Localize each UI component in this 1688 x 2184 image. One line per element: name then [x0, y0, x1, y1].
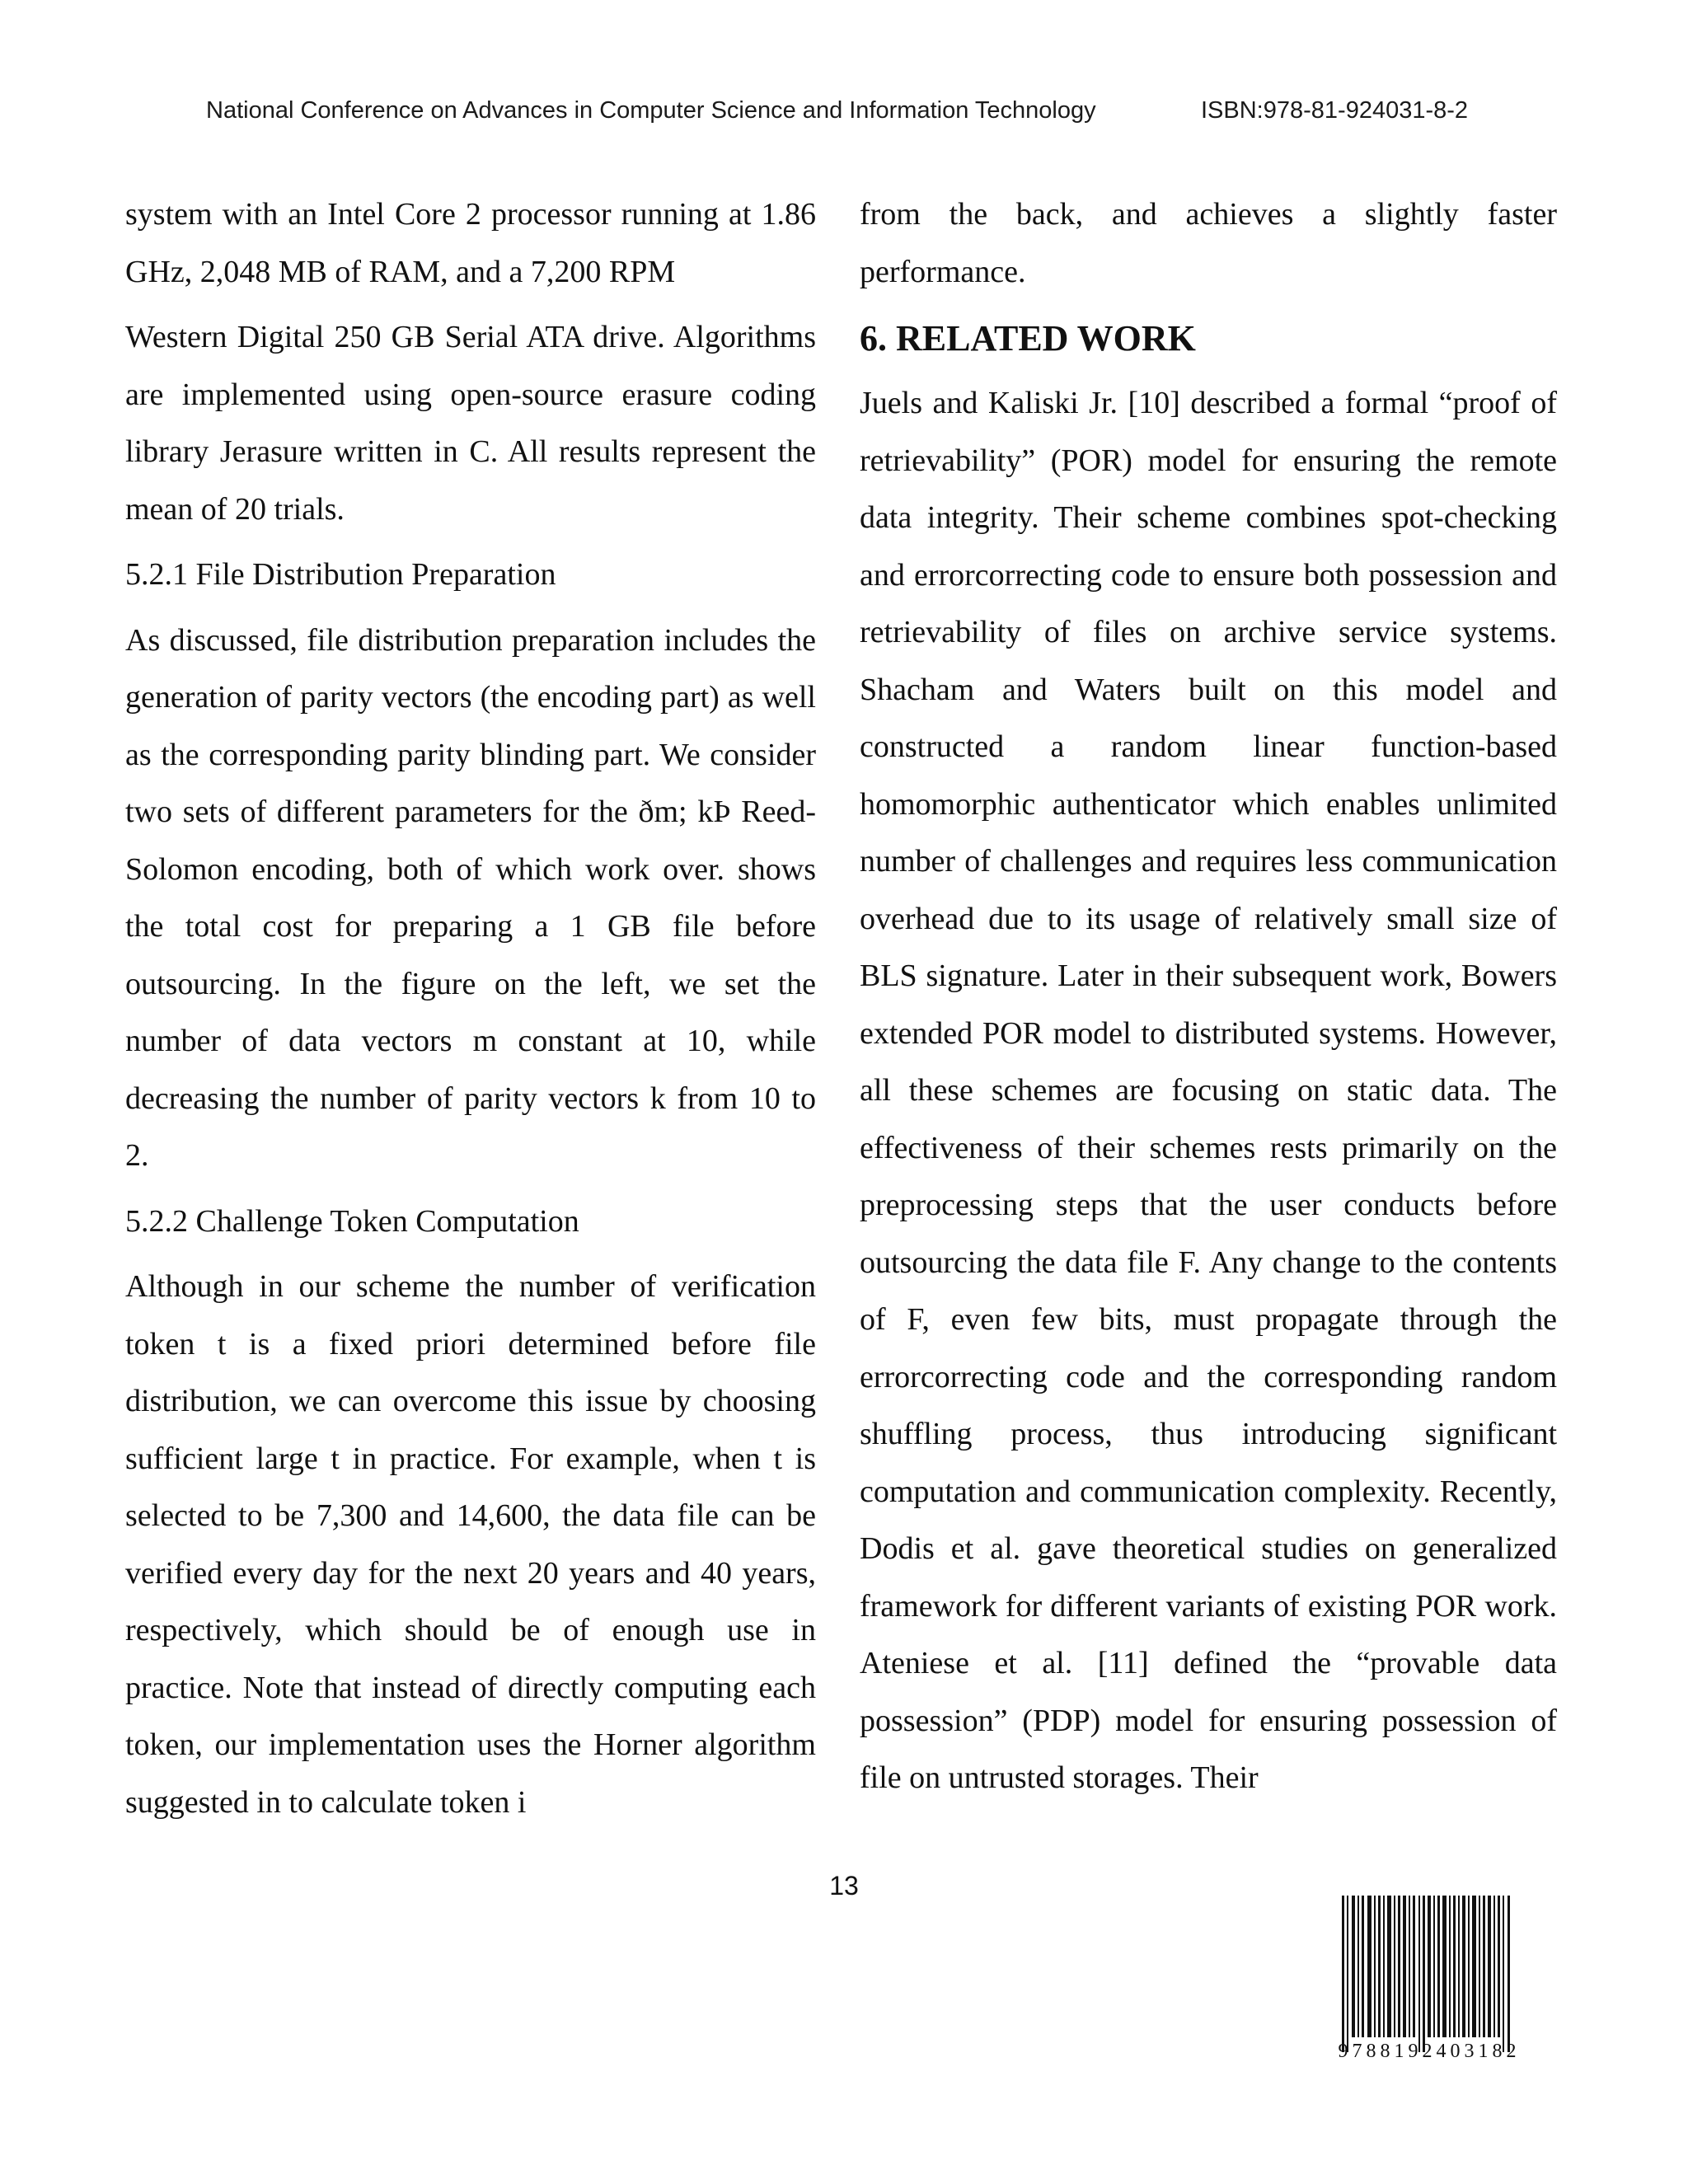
section-heading-related-work: 6. RELATED WORK [860, 318, 1196, 359]
subsection-heading-challenge-token: 5.2.2 Challenge Token Computation [125, 1203, 579, 1239]
isbn-label: ISBN:978-81-924031-8-2 [1201, 97, 1469, 124]
paragraph-continuation: from the back, and achieves a slightly faster performance. [860, 197, 1557, 289]
paragraph-challenge-token: Although in our scheme the number of verification token t is a fixed priori determined before file distribution, we can overcome this issue by choosing sufficient large t in practice. For example, when t is selected to be 7,300 and 14,600, the data file can be verified every day for the next 20 years and 40 years, respectively, which should be of enough use in practice. Note that instead of directly computing each token, our implementation uses the Horner algorithm suggested in to calculate token i [125, 1269, 816, 1820]
paragraph-algorithms: Western Digital 250 GB Serial ATA drive. Algorithms are implemented using open-source erasure coding library Jerasure written in C. All results represent the mean of 20 trials. [125, 320, 816, 527]
paragraph-system-specs: system with an Intel Core 2 processor running at 1.86 GHz, 2,048 MB of RAM, and a 7,200 RPM [125, 197, 816, 289]
conference-title: National Conference on Advances in Computer Science and Information Technology [206, 97, 1096, 124]
subsection-heading-file-distribution: 5.2.1 File Distribution Preparation [125, 557, 556, 592]
paragraph-related-work: Juels and Kaliski Jr. [10] described a formal “proof of retrievability” (POR) model for ensuring the remote data integrity. Their scheme combines spot-checking and errorcorrecting code to ensure both possession and retrievability of files on archive service systems. Shacham and Waters built on this model and constructed a random linear function-based homomorphic authenticator which enables unlimited number of challenges and requires less communication overhead due to its usage of relatively small size of BLS signature. Later in their subsequent work, Bowers extended POR model to distributed systems. However, all these schemes are focusing on static data. The effectiveness of their schemes rests primarily on the preprocessing steps that the user conducts before outsourcing the data file F. Any change to the contents of F, even few bits, must propagate through the errorcorrecting code and the corresponding random shuffling process, thus introducing significant computation and communication complexity. Recently, Dodis et al. gave theoretical studies on generalized framework for different variants of existing POR work. Ateniese et al. [11] defined the “provable data possession” (PDP) model for ensuring possession of file on untrusted storages. Their [860, 386, 1557, 1795]
page-number: 13 [829, 1871, 859, 1900]
paragraph-file-distribution: As discussed, file distribution preparation includes the generation of parity vectors (the encoding part) as well as the corresponding parity blinding part. We consider two sets of different parameters for the ðm; kÞ Reed-Solomon encoding, both of which work over. shows the total cost for preparing a 1 GB file before outsourcing. In the figure on the left, we set the number of data vectors m constant at 10, while decreasing the number of parity vectors k from 10 to 2. [125, 622, 816, 1173]
barcode-digits: 9788192403182 [1338, 2041, 1521, 2062]
right-column [860, 186, 1557, 1816]
left-column [125, 186, 816, 1840]
